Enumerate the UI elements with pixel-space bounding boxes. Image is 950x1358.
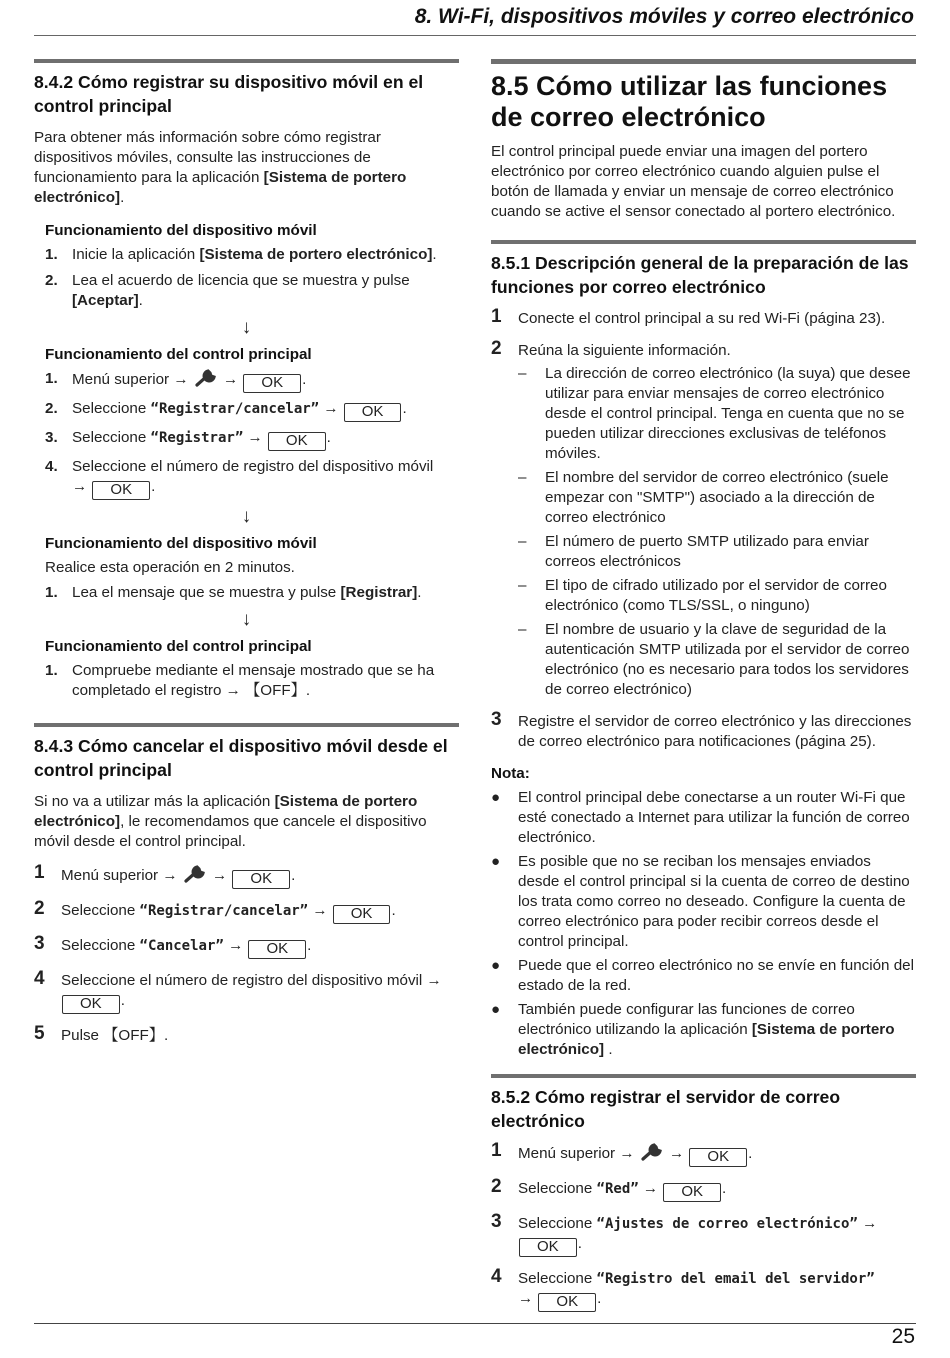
section-851-title: 8.5.1 Descripción general de la preparación de las funciones por correo electrónico — [491, 253, 909, 297]
ok-button-label: OK — [333, 905, 391, 924]
list-item: – El nombre del servidor de correo electrónico (suele empezar con "SMTP") asociado a la dirección de correo electrónico — [518, 469, 889, 526]
ok-button-label: OK — [268, 432, 326, 451]
list-item: 2. Lea el acuerdo de licencia que se muestra y pulse [Aceptar]. — [45, 272, 410, 309]
step-list — [45, 245, 459, 311]
list-item: 2. Seleccione “Registrar/cancelar” → OK . — [45, 400, 407, 420]
list-item: ● También puede configurar las funciones de correo electrónico utilizando la aplicación [Sistema de portero electrónico] . — [491, 1001, 895, 1058]
ok-button-label: OK — [62, 995, 120, 1014]
list-item: 2 Seleccione “Red” → OK . — [491, 1176, 727, 1200]
list-item: 1. Compruebe mediante el mensaje mostrado que se ha completado el registro → 【OFF】. — [45, 662, 435, 699]
step-list — [45, 369, 459, 500]
step-list — [491, 1140, 916, 1312]
section-85-intro: El control principal puede enviar una imagen del portero electrónico por correo electrónico cuando alguien pulse el botón de llamada y enviar un mensaje de correo electrónico cuando se active el sensor conectado al portero electrónico. — [491, 143, 896, 220]
section-842-title: 8.4.2 Cómo registrar su dispositivo móvil en el control principal — [34, 72, 424, 116]
list-item: 2 Reúna la siguiente información. – La dirección de correo electrónico (la suya) que desee utilizar para enviar mensajes de correo electrónico desde el control principal. Tenga en cuenta que no se pueden utilizar direcciones exclusivas de teléfonos móviles. – El nombre del servidor de correo electrónico (suele empezar con "SMTP") asociado a la dirección de correo electrónico – El número de puerto SMTP utilizado para enviar correos electrónicos – El tipo de cifrado utilizado por el servidor de correo electrónico (como TLS/SSL, o ninguno) – El nombre de usuario y la clave de seguridad de la autenticación SMTP utilizada por el servidor de correo electrónico (no es necesario para todos los servidores de correo electrónico) — [491, 341, 916, 700]
operation-title: Funcionamiento del control principal — [45, 638, 312, 655]
section-843-intro: Si no va a utilizar más la aplicación [Sistema de portero electrónico], le recomendamos que cancele el dispositivo móvil desde el control principal. — [34, 793, 427, 850]
section-divider — [34, 723, 459, 727]
operation-title: Funcionamiento del dispositivo móvil — [45, 535, 317, 552]
note-heading: Nota: — [491, 765, 530, 782]
ok-button-label: OK — [344, 403, 402, 422]
right-column — [491, 59, 916, 1324]
step-list — [34, 862, 459, 1046]
list-item: ● Puede que el correo electrónico no se envíe en función del estado de la red. — [491, 957, 914, 994]
operation-title: Funcionamiento del control principal — [45, 346, 312, 363]
step-list — [45, 583, 459, 603]
ok-button-label: OK — [248, 940, 306, 959]
section-divider — [491, 1074, 916, 1078]
page-header-title: 8. Wi-Fi, dispositivos móviles y correo electrónico — [414, 5, 914, 28]
section-852-title: 8.5.2 Cómo registrar el servidor de correo electrónico — [491, 1087, 841, 1131]
list-item: 3. Seleccione “Registrar” → OK . — [45, 429, 331, 449]
ok-button-label: OK — [663, 1183, 721, 1202]
ok-button-label: OK — [232, 870, 290, 889]
ok-button-label: OK — [92, 481, 150, 500]
ok-button-label: OK — [538, 1293, 596, 1312]
list-item: 3 Seleccione “Ajustes de correo electrónico” → OK . — [491, 1211, 878, 1255]
step-list — [45, 661, 459, 701]
section-842-intro: Para obtener más información sobre cómo registrar dispositivos móviles, consulte las instrucciones de funcionamiento para la aplicación [Sistema de portero electrónico]. — [34, 129, 407, 206]
list-item: 4 Seleccione el número de registro del dispositivo móvil → OK . — [34, 968, 442, 1012]
footer-divider — [34, 1323, 916, 1324]
list-item: 2 Seleccione “Registrar/cancelar” → OK . — [34, 898, 396, 922]
list-item: – El nombre de usuario y la clave de seguridad de la autenticación SMTP utilizada por el servidor de correo electrónico (no es necesario para todos los servidores de correo electrónico) — [518, 621, 910, 698]
list-item: – El tipo de cifrado utilizado por el servidor de correo electrónico (como TLS/SSL, o ninguno) — [518, 577, 887, 614]
section-divider — [491, 59, 916, 64]
wrench-icon — [184, 865, 206, 889]
list-item: 1 Menú superior → → OK . — [34, 862, 296, 887]
list-item: 1. Lea el mensaje que se muestra y pulse [Registrar]. — [45, 584, 422, 601]
step-list — [491, 306, 916, 752]
note-list — [491, 788, 916, 1060]
list-item: 1. Inicie la aplicación [Sistema de portero electrónico]. — [45, 246, 437, 263]
list-item: 4. Seleccione el número de registro del dispositivo móvil → OK . — [45, 458, 434, 498]
list-item: – El número de puerto SMTP utilizado para enviar correos electrónicos — [518, 533, 869, 570]
list-item: 5 Pulse 【OFF】. — [34, 1023, 169, 1044]
header-divider — [34, 35, 916, 36]
list-item: 3 Registre el servidor de correo electrónico y las direcciones de correo electrónico para notificaciones (página 25). — [491, 709, 912, 750]
operation-note: Realice esta operación en 2 minutos. — [45, 559, 295, 576]
left-column — [34, 59, 459, 1058]
down-arrow-icon: ↓ — [241, 609, 252, 630]
list-item: 1. Menú superior → → OK . — [45, 370, 307, 391]
info-list — [518, 364, 916, 700]
list-item: 1 Conecte el control principal a su red Wi-Fi (página 23). — [491, 306, 886, 327]
list-item: 3 Seleccione “Cancelar” → OK . — [34, 933, 312, 957]
list-item: ● El control principal debe conectarse a un router Wi-Fi que esté conectado a Internet para utilizar la función de correo electrónico. — [491, 789, 910, 846]
operation-title: Funcionamiento del dispositivo móvil — [45, 222, 317, 239]
down-arrow-icon: ↓ — [241, 506, 252, 527]
wrench-icon — [641, 1143, 663, 1167]
section-divider — [34, 59, 459, 63]
list-item: – La dirección de correo electrónico (la suya) que desee utilizar para enviar mensajes de correo electrónico desde el control principal. Tenga en cuenta que no se pueden utilizar direcciones exclusivas de teléfonos móviles. — [518, 365, 911, 462]
list-item: 4 Seleccione “Registro del email del servidor” → OK . — [491, 1266, 875, 1310]
ok-button-label: OK — [243, 374, 301, 393]
page-number: 25 — [891, 1325, 915, 1348]
section-843-title: 8.4.3 Cómo cancelar el dispositivo móvil desde el control principal — [34, 736, 448, 780]
section-85-title: 8.5 Cómo utilizar las funciones de correo electrónico — [491, 71, 888, 132]
list-item: ● Es posible que no se reciban los mensajes enviados desde el control principal si la cuenta de correo de destino los trata como correo no deseado. Configure la cuenta de correo electrónico para poder recibir correos desde el control principal. — [491, 853, 910, 950]
section-divider — [491, 240, 916, 244]
ok-button-label: OK — [689, 1148, 747, 1167]
ok-button-label: OK — [519, 1238, 577, 1257]
down-arrow-icon: ↓ — [241, 317, 252, 338]
list-item: 1 Menú superior → → OK . — [491, 1140, 753, 1165]
wrench-icon — [195, 369, 217, 393]
